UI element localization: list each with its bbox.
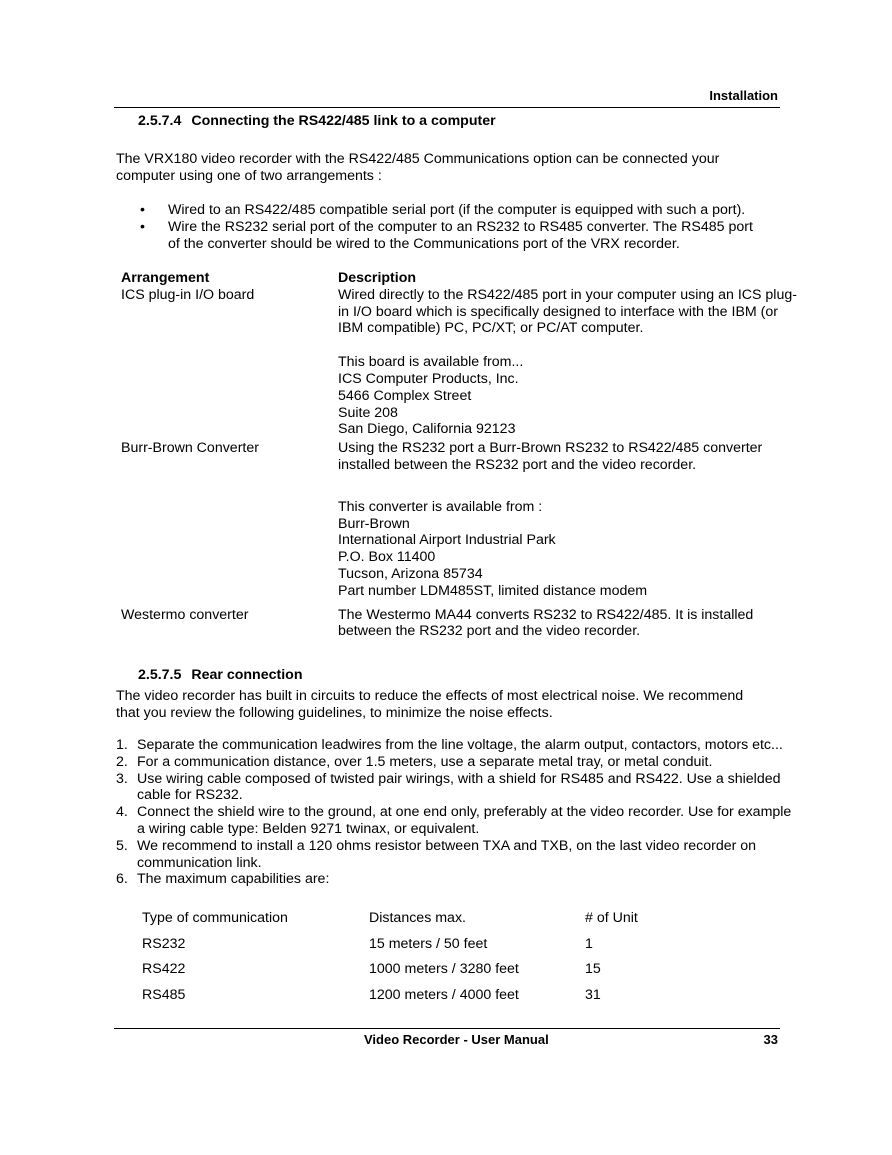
- cell-distance: 1000 meters / 3280 feet: [369, 961, 519, 977]
- text-line: between the RS232 port and the video recorder.: [338, 623, 641, 640]
- text-line: International Airport Industrial Park: [338, 532, 556, 549]
- spacer: [338, 337, 811, 354]
- header-rule: [114, 107, 780, 108]
- list-item: [116, 737, 816, 754]
- text-line: For a communication distance, over 1.5 meters, use a separate metal tray, or metal conduit.: [137, 753, 713, 770]
- section-number: 2.5.7.4: [138, 113, 182, 129]
- text-line: installed between the RS232 port and the video recorder.: [338, 456, 697, 473]
- cell-units: 31: [585, 986, 601, 1003]
- cell-units: 1: [585, 935, 593, 952]
- bullet-item: [140, 219, 780, 253]
- guidelines-list: [116, 737, 816, 888]
- text-line: The video recorder has built in circuits to reduce the effects of most electrical noise. We recommend: [116, 688, 744, 704]
- list-item: [116, 771, 816, 805]
- bullet-icon: •: [140, 219, 145, 235]
- text-line: a wiring cable type: Belden 9271 twinax, or equivalent.: [137, 820, 480, 837]
- footer-title: Video Recorder - User Manual: [364, 1032, 549, 1047]
- text-line: This board is available from...: [338, 354, 524, 371]
- arrangement-cell: Westermo converter: [121, 606, 249, 623]
- text-line: Separate the communication leadwires from the line voltage, the alarm output, contactors, motors etc...: [137, 737, 783, 753]
- text-line: We recommend to install a 120 ohms resistor between TXA and TXB, on the last video recorder on: [137, 837, 757, 854]
- arrangement-bullets: [140, 202, 780, 253]
- text-line: Use wiring cable composed of twisted pair wirings, with a shield for RS485 and RS422. Use a shielded: [137, 770, 781, 787]
- intro-paragraph-2575: [116, 688, 796, 722]
- bullet-item: [140, 202, 780, 219]
- spacer: [338, 491, 811, 499]
- column-header-units: # of Unit: [585, 910, 638, 926]
- text-line: in I/O board which is specifically designed to interface with the IBM (or: [338, 303, 779, 320]
- list-number: 2.: [116, 753, 128, 770]
- text-line: 5466 Complex Street: [338, 387, 472, 404]
- cell-distance: 1200 meters / 4000 feet: [369, 986, 519, 1003]
- section-title: Rear connection: [191, 667, 303, 683]
- arrangement-cell: ICS plug-in I/O board: [121, 286, 255, 303]
- text-line: Suite 208: [338, 404, 398, 421]
- intro-paragraph-2574: [116, 151, 776, 185]
- list-number: 5.: [116, 837, 128, 854]
- list-number: 3.: [116, 770, 128, 787]
- bullet-icon: •: [140, 202, 145, 218]
- text-line: Wired directly to the RS422/485 port in your computer using an ICS plug-: [338, 286, 797, 303]
- text-line: The Westermo MA44 converts RS232 to RS422/485. It is installed: [338, 606, 754, 623]
- text-line: Tucson, Arizona 85734: [338, 565, 483, 582]
- list-item: [116, 838, 816, 872]
- running-header: Installation: [709, 88, 778, 103]
- description-cell: [338, 607, 811, 641]
- cell-type: RS232: [142, 935, 186, 952]
- arrangement-cell: Burr-Brown Converter: [121, 440, 259, 457]
- text-line: Connect the shield wire to the ground, at one end only, preferably at the video recorder. Use for example: [137, 804, 792, 821]
- table-row: [142, 985, 702, 1011]
- arrangement-table: [121, 270, 811, 640]
- text-line: Wired to an RS422/485 compatible serial port (if the computer is equipped with such a port).: [168, 202, 746, 218]
- cell-units: 15: [585, 961, 601, 977]
- list-item: [116, 871, 816, 888]
- text-line: communication link.: [137, 854, 262, 871]
- section-heading-2574: [138, 113, 496, 129]
- cell-type: RS422: [142, 961, 186, 977]
- table-row: [121, 287, 811, 438]
- footer-rule: [114, 1028, 780, 1029]
- list-item: [116, 804, 816, 838]
- text-line: The maximum capabilities are:: [137, 871, 330, 888]
- text-line: San Diego, California 92123: [338, 421, 516, 438]
- text-line: This converter is available from :: [338, 498, 543, 515]
- list-number: 4.: [116, 804, 128, 821]
- section-number: 2.5.7.5: [138, 667, 182, 683]
- section-title: Connecting the RS422/485 link to a computer: [191, 113, 496, 129]
- text-line: computer using one of two arrangements :: [116, 168, 382, 184]
- capabilities-table: [142, 908, 702, 1010]
- table-row: [142, 934, 702, 960]
- table-header-row: [121, 270, 811, 287]
- table-row: [121, 440, 811, 599]
- section-heading-2575: [138, 667, 303, 683]
- cell-distance: 15 meters / 50 feet: [369, 935, 488, 952]
- text-line: Burr-Brown: [338, 515, 410, 532]
- text-line: cable for RS232.: [137, 787, 243, 804]
- column-header-arrangement: Arrangement: [121, 270, 210, 286]
- text-line: of the converter should be wired to the Communications port of the VRX recorder.: [168, 236, 680, 252]
- text-line: Using the RS232 port a Burr-Brown RS232 to RS422/485 converter: [338, 440, 763, 457]
- text-line: Wire the RS232 serial port of the computer to an RS232 to RS485 converter. The RS485 port: [168, 219, 753, 235]
- list-number: 6.: [116, 871, 128, 888]
- text-line: P.O. Box 11400: [338, 549, 436, 566]
- text-line: that you review the following guidelines, to minimize the noise effects.: [116, 705, 553, 721]
- column-header-distance: Distances max.: [369, 910, 466, 926]
- table-row: [121, 607, 811, 641]
- spacer: [338, 474, 811, 491]
- description-cell: [338, 287, 811, 438]
- text-line: The VRX180 video recorder with the RS422/485 Communications option can be connected your: [116, 151, 720, 167]
- text-line: Part number LDM485ST, limited distance modem: [338, 582, 648, 599]
- list-number: 1.: [116, 737, 128, 753]
- description-cell: [338, 440, 811, 599]
- page-number: 33: [763, 1032, 778, 1047]
- text-line: IBM compatible) PC, PC/XT; or PC/AT computer.: [338, 320, 644, 337]
- column-header-description: Description: [338, 270, 417, 286]
- cell-type: RS485: [142, 986, 186, 1003]
- column-header-type: Type of communication: [142, 910, 288, 926]
- table-header-row: [142, 908, 702, 934]
- text-line: ICS Computer Products, Inc.: [338, 370, 519, 387]
- list-item: [116, 754, 816, 771]
- table-row: [142, 959, 702, 985]
